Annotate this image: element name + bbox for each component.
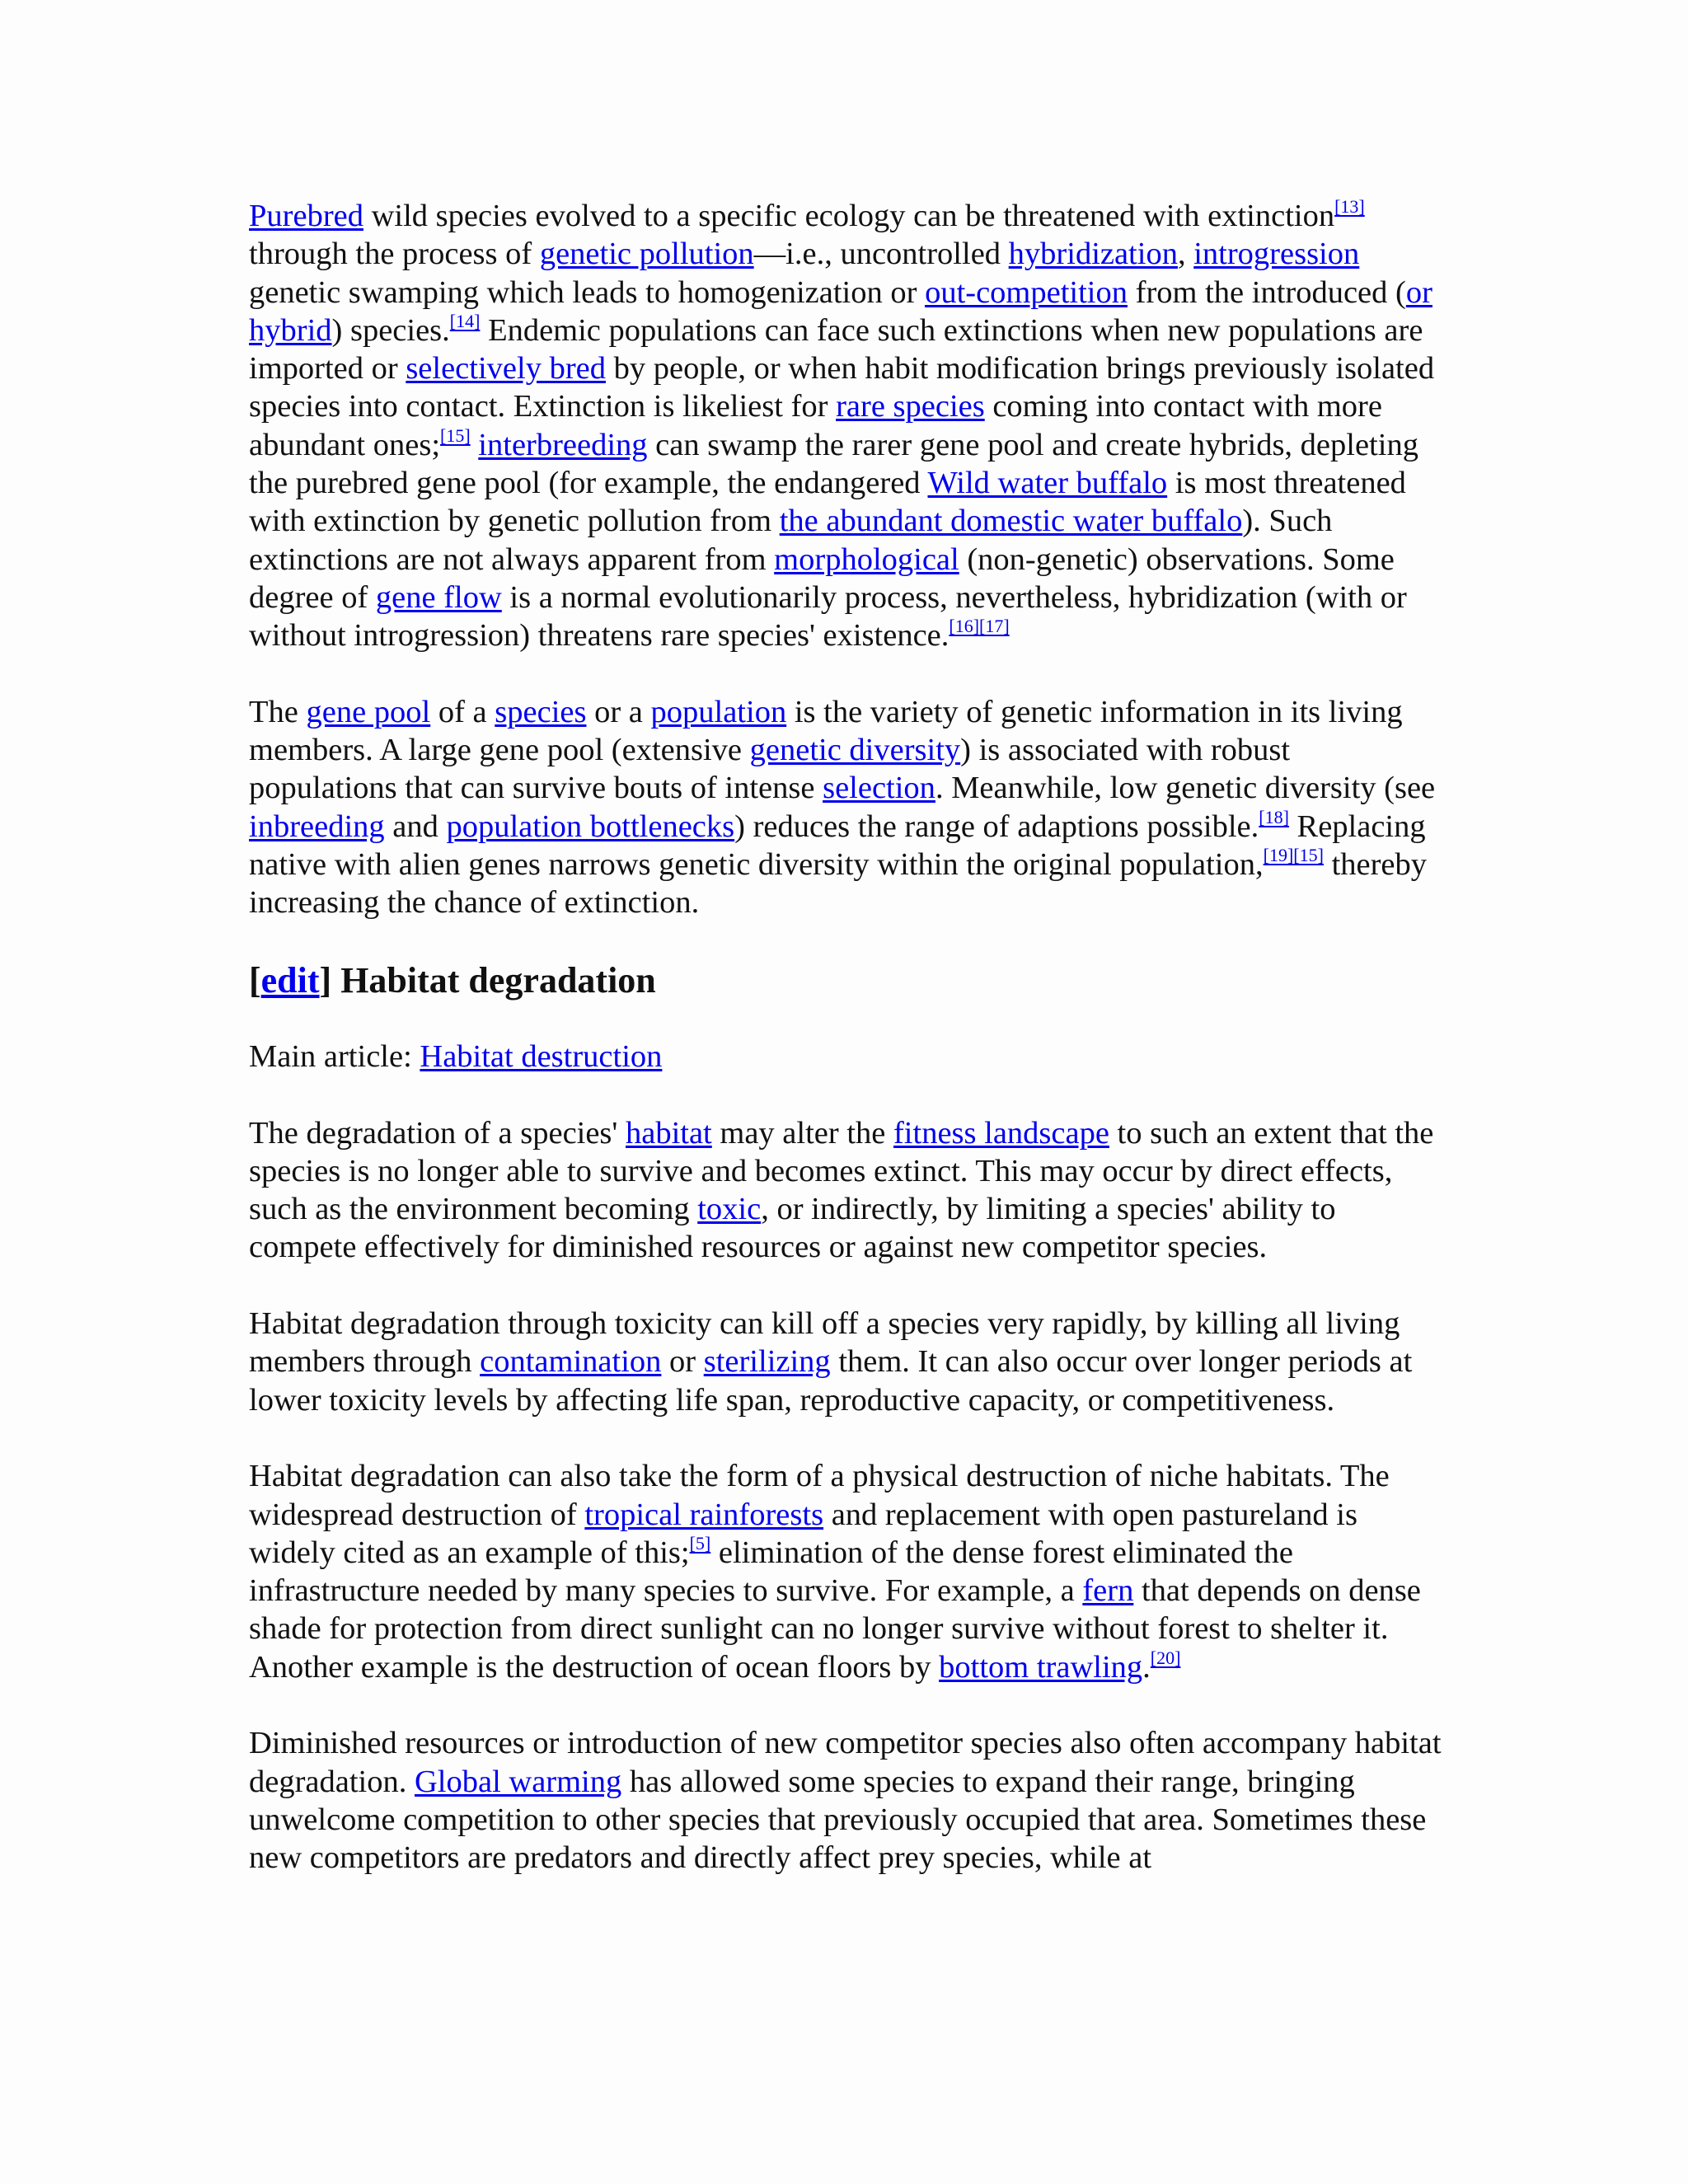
citation-link[interactable]: [15]	[440, 424, 471, 446]
main-article-note	[249, 1038, 1446, 1076]
link-fitness-landscape[interactable]: fitness landscape	[893, 1115, 1109, 1151]
link-habitat[interactable]: habitat	[625, 1115, 712, 1151]
text: ) species.	[331, 312, 450, 348]
text: genetic swamping which leads to homogenization or	[249, 274, 926, 310]
section-heading-habitat-degradation	[249, 960, 1446, 1001]
paragraph-physical-destruction	[249, 1457, 1446, 1686]
citation-14[interactable]	[450, 311, 481, 331]
text: elimination of the dense forest eliminated the infrastructure needed by many species to survive. For example, a	[249, 1535, 1293, 1609]
link-wild-water-buffalo[interactable]: Wild water buffalo	[927, 466, 1168, 501]
citation-19[interactable]	[1264, 845, 1294, 865]
link-population-bottlenecks[interactable]: population bottlenecks	[446, 808, 735, 844]
bracket: [	[249, 959, 261, 1001]
citation-link[interactable]: [16]	[949, 616, 980, 637]
citation-link[interactable]: [20]	[1150, 1647, 1181, 1668]
text: and	[384, 808, 447, 844]
link-population[interactable]: population	[650, 694, 787, 729]
citation-link[interactable]: [5]	[689, 1532, 711, 1554]
link-tropical-rainforests[interactable]: tropical rainforests	[584, 1497, 824, 1532]
citation-link[interactable]: [15]	[1293, 845, 1324, 866]
link-interbreeding[interactable]: interbreeding	[478, 427, 648, 462]
paragraph-degradation	[249, 1114, 1446, 1267]
text: by people, or when habit modification brings previously isolated species into contact. Extinction is likeliest for	[249, 351, 1435, 424]
link-global-warming[interactable]: Global warming	[414, 1764, 622, 1799]
text: may alter the	[711, 1115, 893, 1151]
link-genetic-pollution[interactable]: genetic pollution	[539, 237, 754, 272]
link-domestic-water-buffalo[interactable]: the abundant domestic water buffalo	[779, 504, 1243, 539]
link-morphological[interactable]: morphological	[774, 541, 959, 577]
text: Habitat degradation can also take the form of a physical destruction of niche habitats. The widespread destruction of	[249, 1459, 1390, 1532]
link-introgression[interactable]: introgression	[1193, 237, 1360, 272]
text: ,	[1177, 237, 1194, 272]
text: can swamp the rarer gene pool and create hybrids, depleting the purebred gene pool (for example, the endangered	[249, 427, 1418, 501]
link-gene-pool[interactable]: gene pool	[306, 694, 431, 729]
citation-link[interactable]: [14]	[449, 310, 481, 331]
text: Diminished resources or introduction of new competitor species also often accompany habitat degradation.	[249, 1726, 1442, 1799]
citation-5[interactable]	[690, 1533, 711, 1554]
bracket: ]	[319, 959, 332, 1001]
text: Habitat degradation through toxicity can kill off a species very rapidly, by killing all living members through	[249, 1306, 1400, 1380]
link-out-competition[interactable]: out-competition	[925, 274, 1128, 310]
article-body	[249, 197, 1446, 1915]
text: Replacing native with alien genes narrows genetic diversity within the original population,	[249, 808, 1426, 883]
text: or	[661, 1344, 704, 1380]
text: and replacement with open pastureland is widely cited as an example of this;	[249, 1497, 1357, 1570]
text: is a normal evolutionarily process, nevertheless, hybridization (with or without introgression) threatens rare species' existence.	[249, 579, 1407, 654]
citation-15[interactable]	[1293, 845, 1324, 865]
citation-link[interactable]: [19]	[1263, 845, 1294, 866]
text	[471, 428, 479, 462]
text: is the variety of genetic information in its living members. A large gene pool (extensive	[249, 694, 1403, 768]
link-or-hybrid[interactable]: or hybrid	[249, 274, 1432, 348]
edit-section-link[interactable]: edit	[260, 959, 320, 1001]
link-rare-species[interactable]: rare species	[836, 389, 985, 424]
link-selection[interactable]: selection	[823, 771, 935, 806]
text: .	[1142, 1649, 1151, 1685]
citation-link[interactable]: [13]	[1334, 196, 1365, 217]
link-hybridization[interactable]: hybridization	[1008, 237, 1178, 272]
text: . Meanwhile, low genetic diversity (see	[935, 771, 1436, 806]
text: The degradation of a species'	[249, 1115, 626, 1151]
link-genetic-diversity[interactable]: genetic diversity	[749, 733, 961, 768]
citation-link[interactable]: [18]	[1259, 806, 1289, 827]
citation-16[interactable]	[949, 616, 979, 636]
text: thereby increasing the chance of extinction.	[249, 847, 1428, 921]
link-toxic[interactable]: toxic	[697, 1192, 762, 1227]
citation-15[interactable]	[440, 425, 471, 446]
link-purebred[interactable]: Purebred	[249, 199, 363, 233]
text: —i.e., uncontrolled	[753, 237, 1009, 272]
text: wild species evolved to a specific ecology can be threatened with extinction	[363, 199, 1335, 233]
citation-17[interactable]	[979, 616, 1010, 636]
text: (non-genetic) observations. Some degree of	[249, 541, 1395, 615]
link-selectively-bred[interactable]: selectively bred	[406, 351, 606, 387]
text: through the process of	[249, 237, 540, 272]
citation-13[interactable]	[1334, 196, 1365, 217]
main-article-label: Main article:	[249, 1038, 420, 1074]
text: ). Such extinctions are not always apparent from	[249, 504, 1333, 577]
text: ) is associated with robust populations that can survive bouts of intense	[249, 733, 1291, 806]
text: to such an extent that the species is no longer able to survive and becomes extinct. This may occur by direct effects, such as the environment becoming	[249, 1115, 1434, 1227]
link-inbreeding[interactable]: inbreeding	[249, 808, 385, 844]
link-fern[interactable]: fern	[1082, 1573, 1134, 1609]
paragraph-toxicity	[249, 1305, 1446, 1419]
paragraph-gene-pool	[249, 693, 1446, 922]
text: , or indirectly, by limiting a species' ability to compete effectively for diminished resources or against new competitor species.	[249, 1192, 1336, 1265]
citation-20[interactable]	[1151, 1647, 1181, 1668]
citation-18[interactable]	[1259, 807, 1289, 827]
link-species[interactable]: species	[495, 694, 587, 729]
link-sterilizing[interactable]: sterilizing	[703, 1344, 831, 1380]
text: of a	[430, 694, 495, 729]
link-gene-flow[interactable]: gene flow	[375, 579, 502, 615]
citation-link[interactable]: [17]	[979, 616, 1010, 637]
text: or a	[586, 694, 651, 729]
link-bottom-trawling[interactable]: bottom trawling	[939, 1649, 1143, 1685]
paragraph-competition	[249, 1724, 1446, 1877]
text: coming into contact with more abundant ones;	[249, 389, 1382, 462]
text: has allowed some species to expand their range, bringing unwelcome competition to other species that previously occupied that area. Sometimes these new competitors are predators and directly affect prey species, while at	[249, 1764, 1427, 1876]
text: them. It can also occur over longer periods at lower toxicity levels by affecting life span, reproductive capacity, or competitiveness.	[249, 1344, 1413, 1418]
text: from the introduced (	[1128, 274, 1406, 310]
section-title: Habitat degradation	[331, 959, 656, 1001]
text: that depends on dense shade for protection from direct sunlight can no longer survive without forest to shelter it. Another example is the destruction of ocean floors by	[249, 1573, 1421, 1685]
text: ) reduces the range of adaptions possible.	[734, 808, 1259, 844]
text: The	[249, 694, 307, 729]
link-habitat-destruction[interactable]: Habitat destruction	[420, 1038, 663, 1074]
paragraph-genetic-pollution	[249, 197, 1446, 655]
link-contamination[interactable]: contamination	[480, 1344, 662, 1380]
text: is most threatened with extinction by genetic pollution from	[249, 466, 1406, 539]
text: Endemic populations can face such extinctions when new populations are imported or	[249, 312, 1423, 387]
